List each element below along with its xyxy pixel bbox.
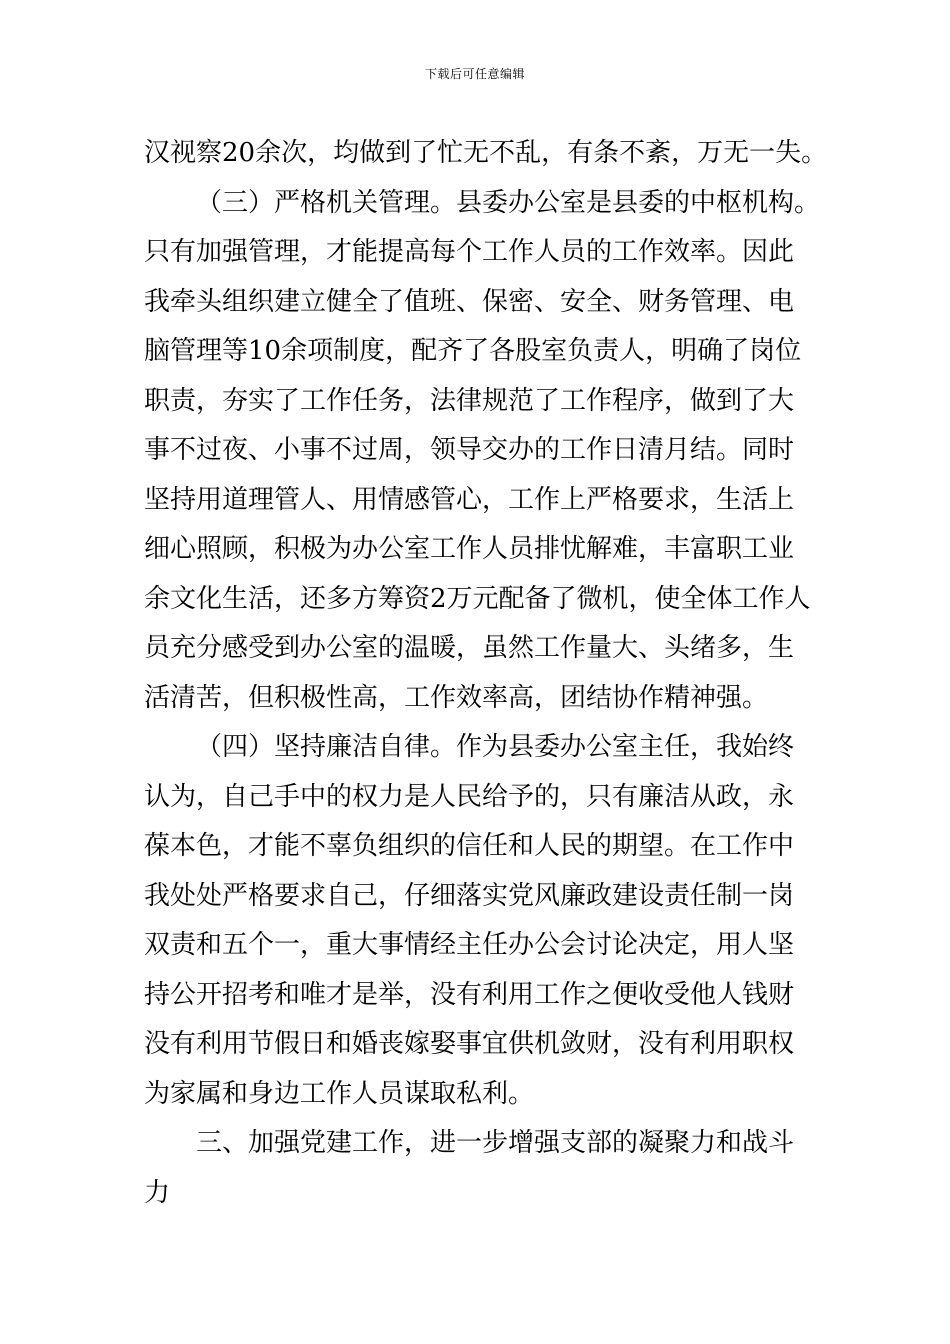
page-header: 下载后可任意编辑 bbox=[424, 67, 525, 81]
text-line: 活清苦，但积极性高，工作效率高，团结协作精神强。 bbox=[144, 682, 769, 713]
paragraph-continuation bbox=[144, 129, 828, 179]
text-line: 坚持用道理管人、用情感管心，工作上严格要求，生活上 bbox=[144, 484, 795, 515]
text-line: 力 bbox=[144, 1177, 171, 1208]
text-line: 认为，自己手中的权力是人民给予的，只有廉洁从政，永 bbox=[144, 781, 795, 812]
text-line: 双责和五个一，重大事情经主任办公会讨论决定，用人坚 bbox=[144, 930, 795, 960]
text-line: 三、加强党建工作，进一步增强支部的凝聚力和战斗 bbox=[196, 1128, 795, 1158]
text-line: 没有利用节假日和婚丧嫁娶事宜供机敛财，没有利用职权 bbox=[144, 1029, 795, 1059]
text-line: 只有加强管理，才能提高每个工作人员的工作效率。因此 bbox=[144, 237, 795, 267]
text-line: （四）坚持廉洁自律。作为县委办公室主任，我始终 bbox=[196, 732, 795, 762]
text-line: 细心照顾，积极为办公室工作人员排忧解难，丰富职工业 bbox=[144, 534, 795, 564]
text-line: 余文化生活，还多方筹资2万元配备了微机，使全体工作人 bbox=[144, 583, 811, 614]
text-line: （三）严格机关管理。县委办公室是县委的中枢机构。 bbox=[196, 187, 821, 218]
text-line: 事不过夜、小事不过周，领导交办的工作日清月结。同时 bbox=[144, 435, 795, 465]
paragraph-section-3 bbox=[144, 179, 821, 724]
paragraph-section-4 bbox=[144, 723, 808, 1119]
text-line: 职责，夯实了工作任务，法律规范了工作程序，做到了大 bbox=[144, 385, 795, 416]
text-line: 为家属和身边工作人员谋取私利。 bbox=[144, 1078, 535, 1109]
text-line: 员充分感受到办公室的温暖，虽然工作量大、头绪多，生 bbox=[144, 633, 795, 663]
text-line: 持公开招考和唯才是举，没有利用工作之便收受他人钱财 bbox=[144, 979, 795, 1010]
text-line: 汉视察20余次，均做到了忙无不乱，有条不紊，万无一失。 bbox=[144, 138, 828, 168]
paragraph-heading-3 bbox=[144, 1119, 808, 1218]
text-line: 脑管理等10余项制度，配齐了各股室负责人，明确了岗位 bbox=[144, 336, 802, 366]
text-line: 葆本色，才能不辜负组织的信任和人民的期望。在工作中 bbox=[144, 831, 795, 861]
text-line: 我处处严格要求自己，仔细落实党风廉政建设责任制一岗 bbox=[144, 880, 795, 911]
document-body bbox=[144, 129, 828, 1218]
text-line: 我牵头组织建立健全了值班、保密、安全、财务管理、电 bbox=[144, 286, 795, 317]
